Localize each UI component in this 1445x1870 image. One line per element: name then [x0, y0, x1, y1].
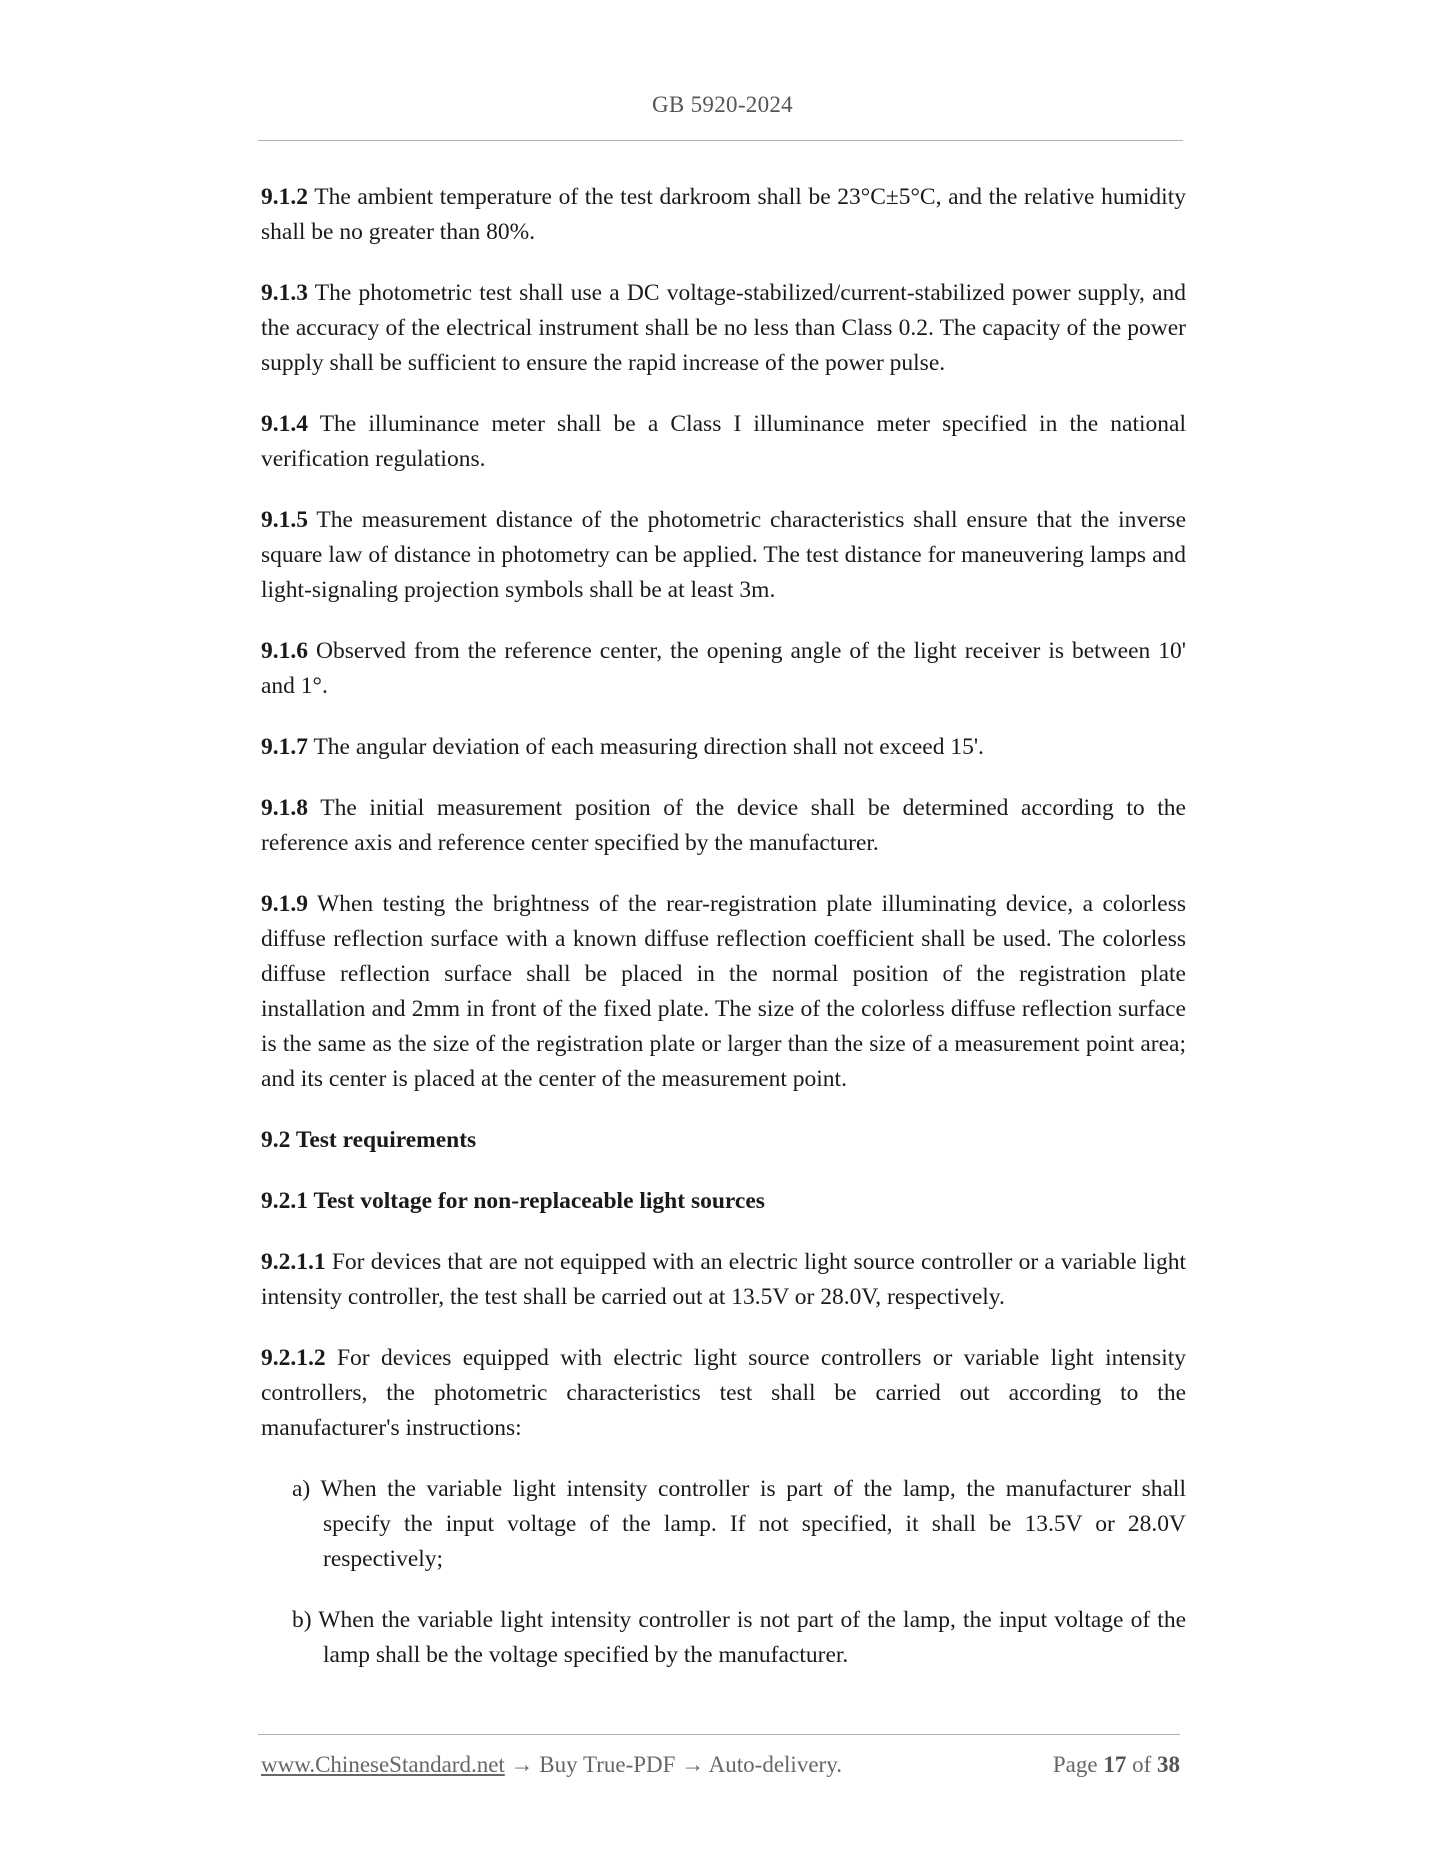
clause-text: The angular deviation of each measuring direction shall not exceed 15'. — [313, 734, 984, 760]
clause-9-2-1-1 — [261, 1245, 1186, 1315]
list-text: When the variable light intensity controller is not part of the lamp, the input voltage of the lamp shall be the voltage specified by the manufacturer. — [318, 1607, 1186, 1668]
clause-9-1-8 — [261, 791, 1186, 861]
document-body — [261, 180, 1186, 1699]
clause-text: The ambient temperature of the test darkroom shall be 23°C±5°C, and the relative humidity shall be no greater than 80%. — [261, 184, 1186, 245]
clause-number: 9.2.1.1 — [261, 1249, 326, 1275]
of-label: of — [1132, 1752, 1152, 1777]
site-link[interactable]: www.ChineseStandard.net — [261, 1752, 505, 1777]
footer-divider — [258, 1734, 1180, 1735]
clause-number: 9.1.7 — [261, 734, 308, 760]
clause-number: 9.1.9 — [261, 891, 308, 917]
current-page-number: 17 — [1103, 1752, 1127, 1777]
clause-number: 9.1.8 — [261, 795, 308, 821]
auto-delivery-text: Auto-delivery. — [708, 1752, 842, 1777]
clause-text: When testing the brightness of the rear-registration plate illuminating device, a colorless diffuse reflection surface with a known diffuse reflection coefficient shall be used. The colorless diffuse reflection surface shall be placed in the normal position of the registration plate installation and 2mm in front of the fixed plate. The size of the colorless diffuse reflection surface is the same as the size of the registration plate or larger than the size of a measurement point area; and its center is placed at the center of the measurement point. — [261, 891, 1186, 1092]
clause-text: The photometric test shall use a DC voltage-stabilized/current-stabilized power supply, and the accuracy of the electrical instrument shall be no less than Class 0.2. The capacity of the power supply shall be sufficient to ensure the rapid increase of the power pulse. — [261, 280, 1186, 376]
page-indicator — [1053, 1752, 1180, 1778]
document-header-title: GB 5920-2024 — [652, 92, 793, 117]
header-divider — [258, 140, 1183, 141]
clause-text: The illuminance meter shall be a Class I illuminance meter specified in the national verification regulations. — [261, 411, 1186, 472]
clause-number: 9.1.6 — [261, 638, 308, 664]
footer-promo — [261, 1752, 842, 1778]
clause-number: 9.1.5 — [261, 507, 308, 533]
list-marker: b) — [292, 1607, 312, 1633]
clause-number: 9.1.4 — [261, 411, 308, 437]
list-text: When the variable light intensity controller is part of the lamp, the manufacturer shall specify the input voltage of the lamp. If not specified, it shall be 13.5V or 28.0V respectively; — [320, 1476, 1186, 1572]
clause-9-1-9 — [261, 887, 1186, 1097]
list-item-b — [261, 1603, 1186, 1673]
clause-text: The initial measurement position of the device shall be determined according to the reference axis and reference center specified by the manufacturer. — [261, 795, 1186, 856]
clause-9-1-7 — [261, 730, 1186, 765]
buy-pdf-text: Buy True-PDF — [539, 1752, 676, 1777]
clause-text: The measurement distance of the photometric characteristics shall ensure that the inverse square law of distance in photometry can be applied. The test distance for maneuvering lamps and light-signaling projection symbols shall be at least 3m. — [261, 507, 1187, 603]
clause-9-2-1-2 — [261, 1341, 1186, 1446]
clause-9-1-6 — [261, 634, 1186, 704]
section-heading-9-2-1: 9.2.1 Test voltage for non-replaceable light sources — [261, 1188, 765, 1214]
clause-9-1-2 — [261, 180, 1186, 250]
arrow-right-icon: → — [510, 1752, 534, 1777]
clause-9-1-3 — [261, 276, 1186, 381]
list-item-a — [261, 1472, 1186, 1577]
clause-number: 9.1.2 — [261, 184, 308, 210]
total-page-number: 38 — [1157, 1752, 1180, 1777]
clause-9-1-5 — [261, 503, 1186, 608]
list-marker: a) — [292, 1476, 311, 1502]
clause-number: 9.2.1.2 — [261, 1345, 326, 1371]
clause-number: 9.1.3 — [261, 280, 308, 306]
clause-text: For devices that are not equipped with an electric light source controller or a variable light intensity controller, the test shall be carried out at 13.5V or 28.0V, respectively. — [261, 1249, 1187, 1310]
clause-9-1-4 — [261, 407, 1186, 477]
clause-text: For devices equipped with electric light source controllers or variable light intensity controllers, the photometric characteristics test shall be carried out according to the manufacturer's instructions: — [261, 1345, 1187, 1441]
clause-text: Observed from the reference center, the opening angle of the light receiver is between 10' and 1°. — [261, 638, 1187, 699]
page-label: Page — [1052, 1752, 1098, 1777]
arrow-right-icon: → — [681, 1752, 705, 1777]
section-heading-9-2: 9.2 Test requirements — [261, 1127, 477, 1153]
